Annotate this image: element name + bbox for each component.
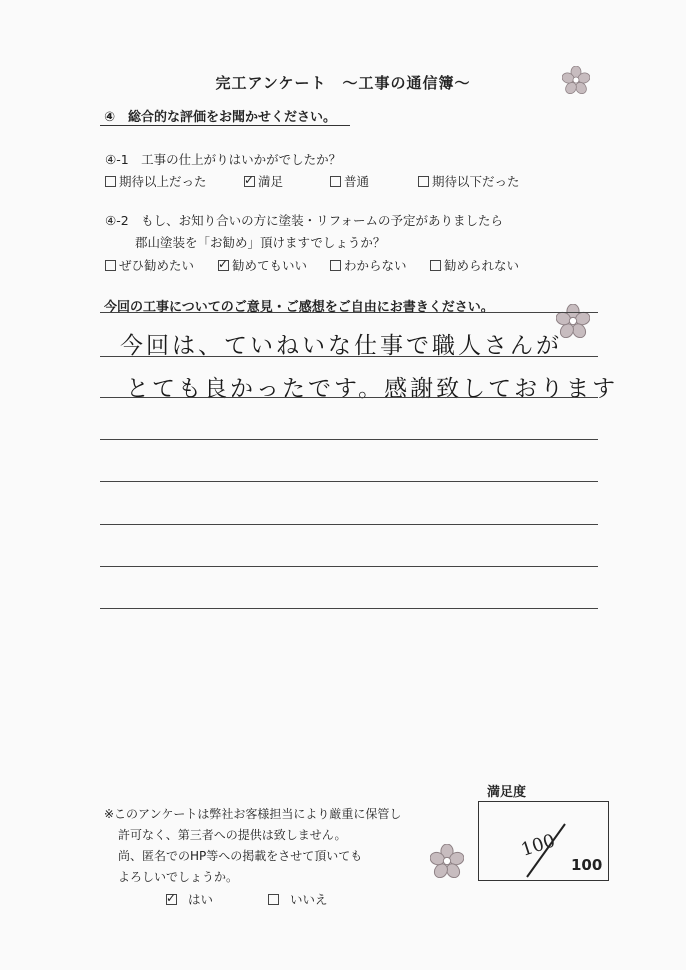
- ruled-line: [100, 481, 598, 482]
- q2-option-no[interactable]: 勧められない: [430, 256, 519, 274]
- consent-no[interactable]: いいえ: [268, 890, 328, 908]
- ruled-line: [100, 524, 598, 525]
- notice-line4: よろしいでしょうか。: [118, 870, 239, 884]
- q1-option-below[interactable]: 期待以下だった: [418, 172, 520, 190]
- consent-yes[interactable]: ✓ はい: [166, 890, 214, 907]
- checkbox[interactable]: [105, 260, 116, 271]
- check-icon: ✓: [244, 172, 255, 187]
- question-1-text: ④-1 工事の仕上がりはいかがでしたか？: [105, 152, 342, 167]
- handwritten-comment-line1: 今回は、ていねいな仕事で職人さんが: [120, 333, 562, 359]
- survey-title: 完工アンケート ～工事の通信簿～: [215, 74, 471, 92]
- check-icon: ✓: [166, 890, 177, 905]
- heading-rule: [100, 312, 598, 313]
- q1-option-satisfied[interactable]: ✓ 満足: [244, 172, 284, 189]
- section-underline: [100, 125, 350, 126]
- checkbox-checked[interactable]: [244, 172, 255, 187]
- handwritten-score: 100: [518, 830, 558, 861]
- checkbox[interactable]: [330, 176, 341, 187]
- handwritten-comment-line2: とても良かったです。感謝致しております: [126, 376, 619, 402]
- section-heading: ④ 総合的な評価をお聞かせください。: [104, 110, 337, 125]
- ruled-line: [100, 566, 598, 567]
- q1-option-above[interactable]: 期待以上だった: [105, 172, 207, 190]
- q1-option-normal[interactable]: 普通: [330, 172, 369, 190]
- checkbox[interactable]: [105, 176, 116, 187]
- question-2-text-line2: 郡山塗装を「お勧め」頂けますでしょうか？: [135, 235, 386, 250]
- score-label: 満足度: [487, 785, 527, 800]
- ruled-line: [100, 356, 598, 357]
- flower-icon: [562, 66, 590, 94]
- ruled-line: [100, 397, 598, 398]
- comments-heading: 今回の工事についてのご意見・ご感想をご自由にお書きください。: [104, 300, 494, 315]
- ruled-line: [100, 608, 598, 609]
- checkbox[interactable]: [330, 260, 341, 271]
- score-max: 100: [571, 856, 603, 874]
- checkbox[interactable]: [268, 894, 279, 905]
- notice-line3: 尚、匿名でのHP等への掲載をさせて頂いても: [118, 849, 363, 863]
- notice-line1: ※このアンケートは弊社お客様担当により厳重に保管し: [104, 807, 402, 821]
- checkbox-checked[interactable]: [218, 256, 229, 271]
- q2-option-definitely[interactable]: ぜひ勧めたい: [105, 256, 194, 274]
- q2-option-unsure[interactable]: わからない: [330, 256, 407, 274]
- q2-option-maybe[interactable]: ✓ 勧めてもいい: [218, 256, 308, 273]
- checkbox[interactable]: [418, 176, 429, 187]
- checkbox[interactable]: [430, 260, 441, 271]
- flower-icon: [430, 844, 464, 878]
- question-2-text: ④-2 もし、お知り合いの方に塗装・リフォームの予定がありましたら: [105, 213, 504, 228]
- notice-line2: 許可なく、第三者への提供は致しません。: [118, 828, 347, 842]
- check-icon: ✓: [218, 256, 229, 271]
- checkbox-checked[interactable]: [166, 890, 177, 905]
- ruled-line: [100, 439, 598, 440]
